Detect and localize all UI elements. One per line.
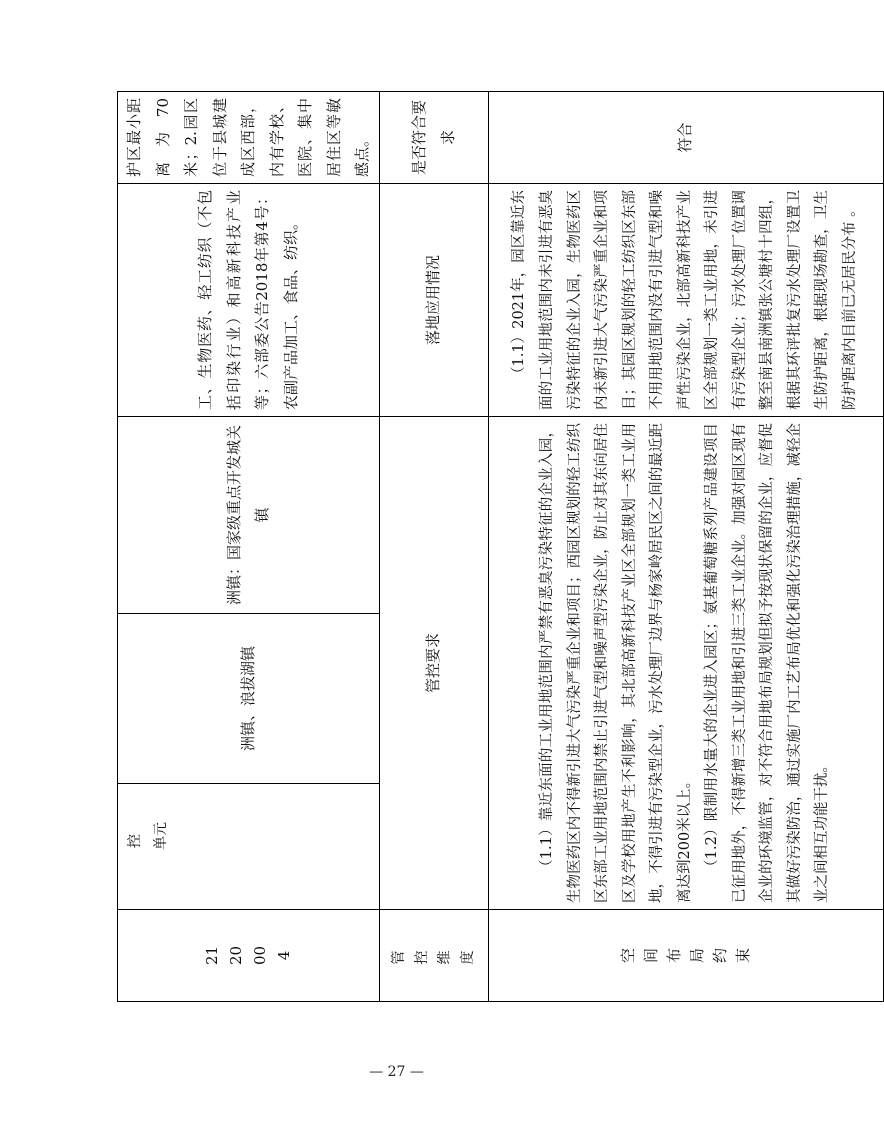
unit-code-digit: 21 <box>203 945 222 966</box>
table-row <box>379 92 488 1002</box>
control-unit-label-top: 控 <box>127 834 143 848</box>
spatial-char: 局 <box>687 948 706 964</box>
application-cell <box>488 184 883 417</box>
spatial-char: 空 <box>618 948 637 964</box>
page-number: — 27 — <box>369 1064 424 1080</box>
industries-cell: 工、生物医药、轻工纺织（不包括印染行业）和高新科技产业等；六部委公告2018年第4号：农副产品加工、食品、纺织。 <box>118 184 380 417</box>
unit-code-digit: 00 <box>251 945 270 966</box>
spatial-char: 约 <box>710 948 729 964</box>
application-paragraph: （1.1）2021年，园区靠近东面的工业用地范围内未引进有恶臭污染特征的企业入园，生物医药区内未新引进大气污染严重企业和项目；其园区规划的轻工纺织区东部不用用地范围内没有引进气型和噪声性污染企业，北部高新科技产业区全部规划一类工业用地，未引进有污染型企业；污水处理厂位置调整至南县南洲镇张公塘村十四组，根据其环评批复污水处理厂设置卫生防护距离，根据现场勘查，卫生防护距离内目前已无居民分布 。 <box>511 190 858 410</box>
protection-cell: 护区最小距离为70米；2.园区位于县城建成区西部，内有学校、医院、集中居住区等敏感点。 <box>118 92 380 184</box>
spatial-char: 束 <box>733 948 752 964</box>
table-row <box>118 92 380 1002</box>
dimension-char: 度 <box>459 946 476 965</box>
compliance-header: 是否符合要求 <box>379 92 488 184</box>
dimension-char: 控 <box>413 946 430 965</box>
requirements-cell <box>488 417 883 910</box>
spatial-layout-cell <box>488 910 883 1002</box>
unit-code <box>118 910 380 1002</box>
dimension-char: 维 <box>436 946 453 965</box>
control-unit-label-bottom: 单元 <box>153 822 169 850</box>
zone-label-cell: 洲镇：国家级重点开发城关镇 <box>118 417 380 614</box>
compliance-cell: 符合 <box>488 92 883 184</box>
constraint-table <box>117 91 884 1002</box>
control-unit-header <box>118 784 380 910</box>
unit-code-digit: 20 <box>227 945 246 966</box>
dimension-char: 管 <box>390 946 407 965</box>
requirement-paragraph: （1.1）靠近东面的工业用地范围内严禁有恶臭污染特征的企业入园，生物医药区内不得新引进大气污染严重企业和项目；西园区规划的轻工纺织区东部工业用地范围内禁止引进气型和噪声型污染企业，防止对其东向居住区及学校用地产生不利影响，其北部高新科技产业区全部规划一类工业用地，不得引进有污染型企业，污水处理厂边界与杨家岭居民区之间的最近距离达到200米以上。 <box>538 423 693 903</box>
table-row <box>488 92 883 1002</box>
application-header: 落地应用情况 <box>379 184 488 417</box>
requirement-paragraph: （1.2）限制用水量大的企业进入园区；氨基葡萄糖系列产品建设项目已征用地外，不得新增三类工业用地和引进三类工业企业。加强对园区现有企业的环境监管，对不符合用地布局规划但拟予按现状保留的企业，应督促其做好污染防治，通过实施厂内工艺布局优化和强化污染治理措施，减轻企业之间相互功能干扰。 <box>704 423 831 903</box>
dimension-header <box>379 910 488 1002</box>
towns-cell: 洲镇、浪拔湖镇 <box>118 614 380 784</box>
spatial-char: 间 <box>641 948 660 964</box>
rotated-table-wrapper <box>117 92 858 1002</box>
requirements-header: 管控要求 <box>379 417 488 910</box>
spatial-char: 布 <box>664 948 683 964</box>
unit-code-digit: 4 <box>275 950 294 961</box>
